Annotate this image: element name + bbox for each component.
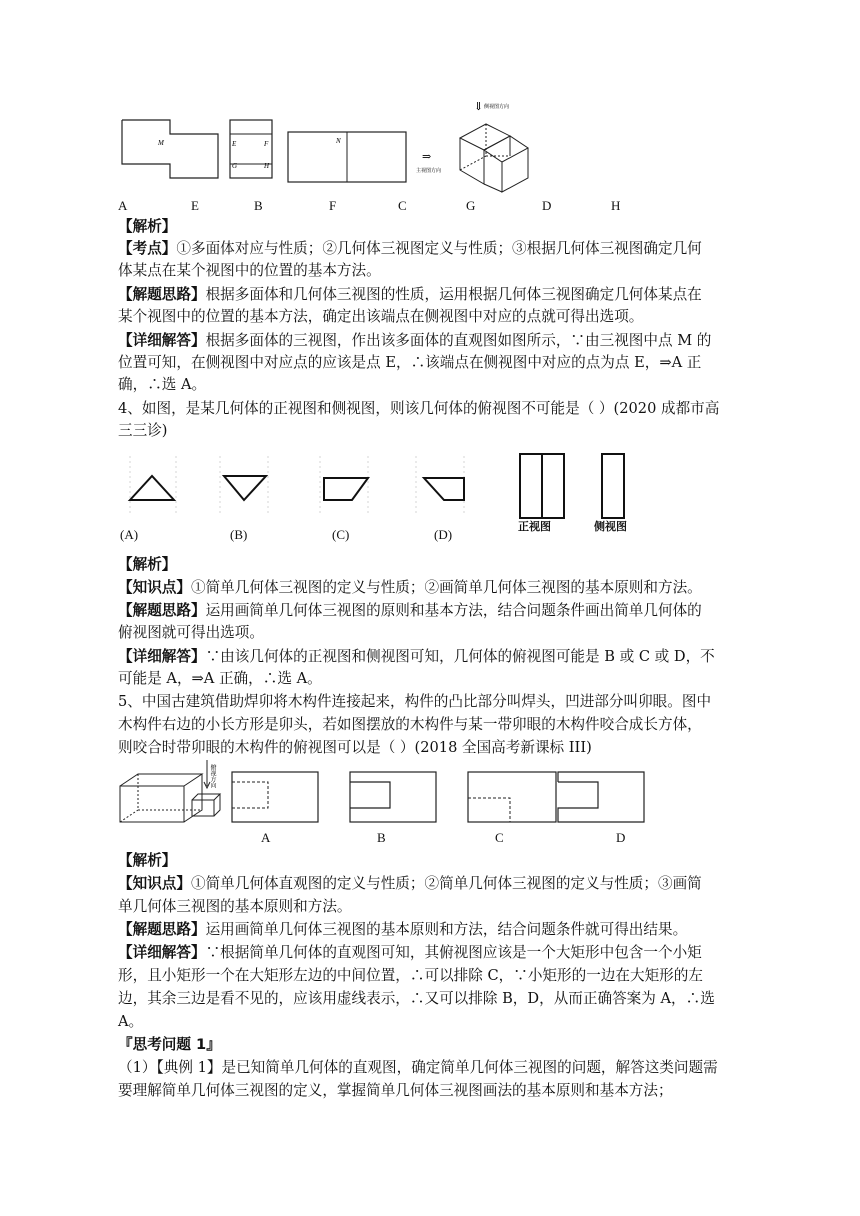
- q5-stem-l2: 木构件右边的小长方形是卯头，若如图摆放的木构件与某一带卯眼的木构件咬合成长方体，: [118, 716, 702, 733]
- fig1-label-g: G: [466, 198, 476, 213]
- q5-xiangxi-l4: A。: [118, 1013, 144, 1030]
- q5-xiangxi-l3: 边，其余三边是看不见的，应该用虚线表示，∴又可以排除 B，D，从而正确答案为 A，∴选: [118, 990, 715, 1007]
- q4-opt-a: (A): [120, 527, 139, 542]
- sec3-silu-l1: 【解题思路】根据多面体和几何体三视图的性质，运用根据几何体三视图确定几何体某点在: [118, 286, 702, 303]
- q5-opt-a: A: [261, 830, 271, 845]
- fig1-label-c: C: [398, 198, 407, 213]
- fig1-label-e: E: [191, 198, 199, 213]
- fig1-label-h: H: [611, 198, 621, 213]
- q4-side-view: [602, 454, 624, 518]
- q4-xiangxi-l1: 【详细解答】∵由该几何体的正视图和侧视图可知，几何体的俯视图可能是 B 或 C 或 D，不: [118, 648, 715, 665]
- q5-opt-c: C: [495, 830, 504, 845]
- sec3-kaodian-l2: 体某点在某个视图中的位置的基本方法。: [118, 262, 381, 279]
- q4-zhishi-l1: 【知识点】①简单几何体三视图的定义与性质；②画简单几何体三视图的基本原则和方法。: [118, 579, 702, 596]
- q4-opt-b: (B): [230, 527, 248, 542]
- q5-figure: [118, 758, 638, 826]
- point-f: F: [264, 140, 269, 148]
- figure-three-views: [118, 100, 638, 196]
- sec3-xiangxi-l3: 确，∴选 A。: [118, 376, 207, 393]
- q5-opt-b: B: [377, 830, 386, 845]
- point-e: E: [232, 140, 237, 148]
- q5-option-d-shape: [558, 772, 644, 822]
- point-g: G: [232, 162, 238, 170]
- fig1-label-d: D: [542, 198, 552, 213]
- q4-stem-l1: 4、如图，是某几何体的正视图和侧视图，则该几何体的俯视图不可能是（ ）(2020 成都市高: [118, 400, 720, 417]
- q5-zhishi-l1: 【知识点】①简单几何体直观图的定义与性质；②简单几何体三视图的定义与性质；③画简: [118, 875, 702, 892]
- think-l1: （1）【典例 1】是已知简单几何体的直观图，确定简单几何体三视图的问题，解答这类问题需: [118, 1059, 718, 1076]
- sec3-jiexi: 【解析】: [118, 218, 177, 235]
- q4-jiexi: 【解析】: [118, 556, 177, 573]
- q5-silu-l1: 【解题思路】运用画简单几何体三视图的基本原则和方法，结合问题条件就可得出结果。: [118, 921, 688, 938]
- q4-silu-l1: 【解题思路】运用画简单几何体三视图的原则和基本方法，结合问题条件画出简单几何体的: [118, 602, 702, 619]
- q5-opt-d: D: [616, 830, 626, 845]
- q5-view-dir: 俯视方向: [209, 764, 215, 788]
- front-dir-label: 主视图方向: [416, 169, 442, 174]
- point-h: H: [264, 162, 270, 170]
- sec3-silu-l2: 某个视图中的位置的基本方法，确定出该端点在侧视图中对应的点就可得出选项。: [118, 308, 644, 325]
- q4-option-d-shape: [424, 478, 464, 500]
- q4-option-a-shape: [130, 476, 174, 500]
- q4-xiangxi-l2: 可能是 A，⇒A 正确，∴选 A。: [118, 670, 322, 687]
- q4-silu-l2: 俯视图就可得出选项。: [118, 624, 264, 641]
- front-view-shape: [122, 120, 218, 178]
- front-arrow-glyph: ⇒: [422, 151, 432, 163]
- q5-xiangxi-l2: 形，且小矩形一个在大矩形左边的中间位置，∴可以排除 C，∵小矩形的一边在大矩形的左: [118, 967, 703, 984]
- side-arrow-glyph: ⇓: [474, 101, 484, 113]
- q5-stem-l3: 则咬合时带卯眼的木构件的俯视图可以是（ ）(2018 全国高考新课标 III): [118, 739, 592, 756]
- think-title: 『思考问题 1』: [118, 1036, 221, 1053]
- q4-side-label: 侧视图: [594, 521, 627, 533]
- q4-opt-d: (D): [434, 527, 453, 542]
- sec3-kaodian-l1: 【考点】①多面体对应与性质；②几何体三视图定义与性质；③根据几何体三视图确定几何: [118, 240, 702, 257]
- think-l2: 要理解简单几何体三视图的定义，掌握简单几何体三视图画法的基本原则和基本方法；: [118, 1082, 673, 1099]
- solid-3d-drawing: [460, 124, 528, 192]
- sec3-xiangxi-l2: 位置可知，在侧视图中对应点的应该是点 E，∴该端点在侧视图中对应的点为点 E，⇒A 正: [118, 354, 702, 371]
- q4-opt-c: (C): [332, 527, 350, 542]
- q5-stem-l1: 5、中国古建筑借助焊卯将木构件连接起来，构件的凸比部分叫焊头，凹进部分叫卯眼。图中: [118, 693, 712, 710]
- q5-zhishi-l2: 单几何体三视图的基本原则和方法。: [118, 898, 352, 915]
- point-m: M: [158, 139, 164, 147]
- q4-option-b-shape: [224, 476, 266, 500]
- q5-xiangxi-l1: 【详细解答】∵根据简单几何体的直观图可知，其俯视图应该是一个大矩形中包含一个小矩: [118, 944, 702, 961]
- q4-option-c-shape: [324, 478, 368, 500]
- q5-option-b-shape: [350, 772, 436, 822]
- fig1-label-b: B: [254, 198, 263, 213]
- q4-stem-l2: 三三诊): [118, 422, 168, 439]
- q5-option-c-shape: [468, 772, 556, 822]
- q5-option-a-shape: [232, 772, 318, 822]
- fig1-label-a: A: [118, 198, 128, 213]
- fig1-label-f: F: [329, 198, 337, 213]
- q5-wood-block: [120, 760, 220, 822]
- q4-figure: [118, 446, 658, 550]
- q4-front-label: 正视图: [518, 521, 551, 533]
- sec3-xiangxi-l1: 【详细解答】根据多面体的三视图，作出该多面体的直观图如图所示，∵由三视图中点 M 的: [118, 332, 712, 349]
- point-n: N: [336, 137, 341, 145]
- side-dir-label: 侧视图方向: [484, 105, 510, 110]
- q5-jiexi: 【解析】: [118, 852, 177, 869]
